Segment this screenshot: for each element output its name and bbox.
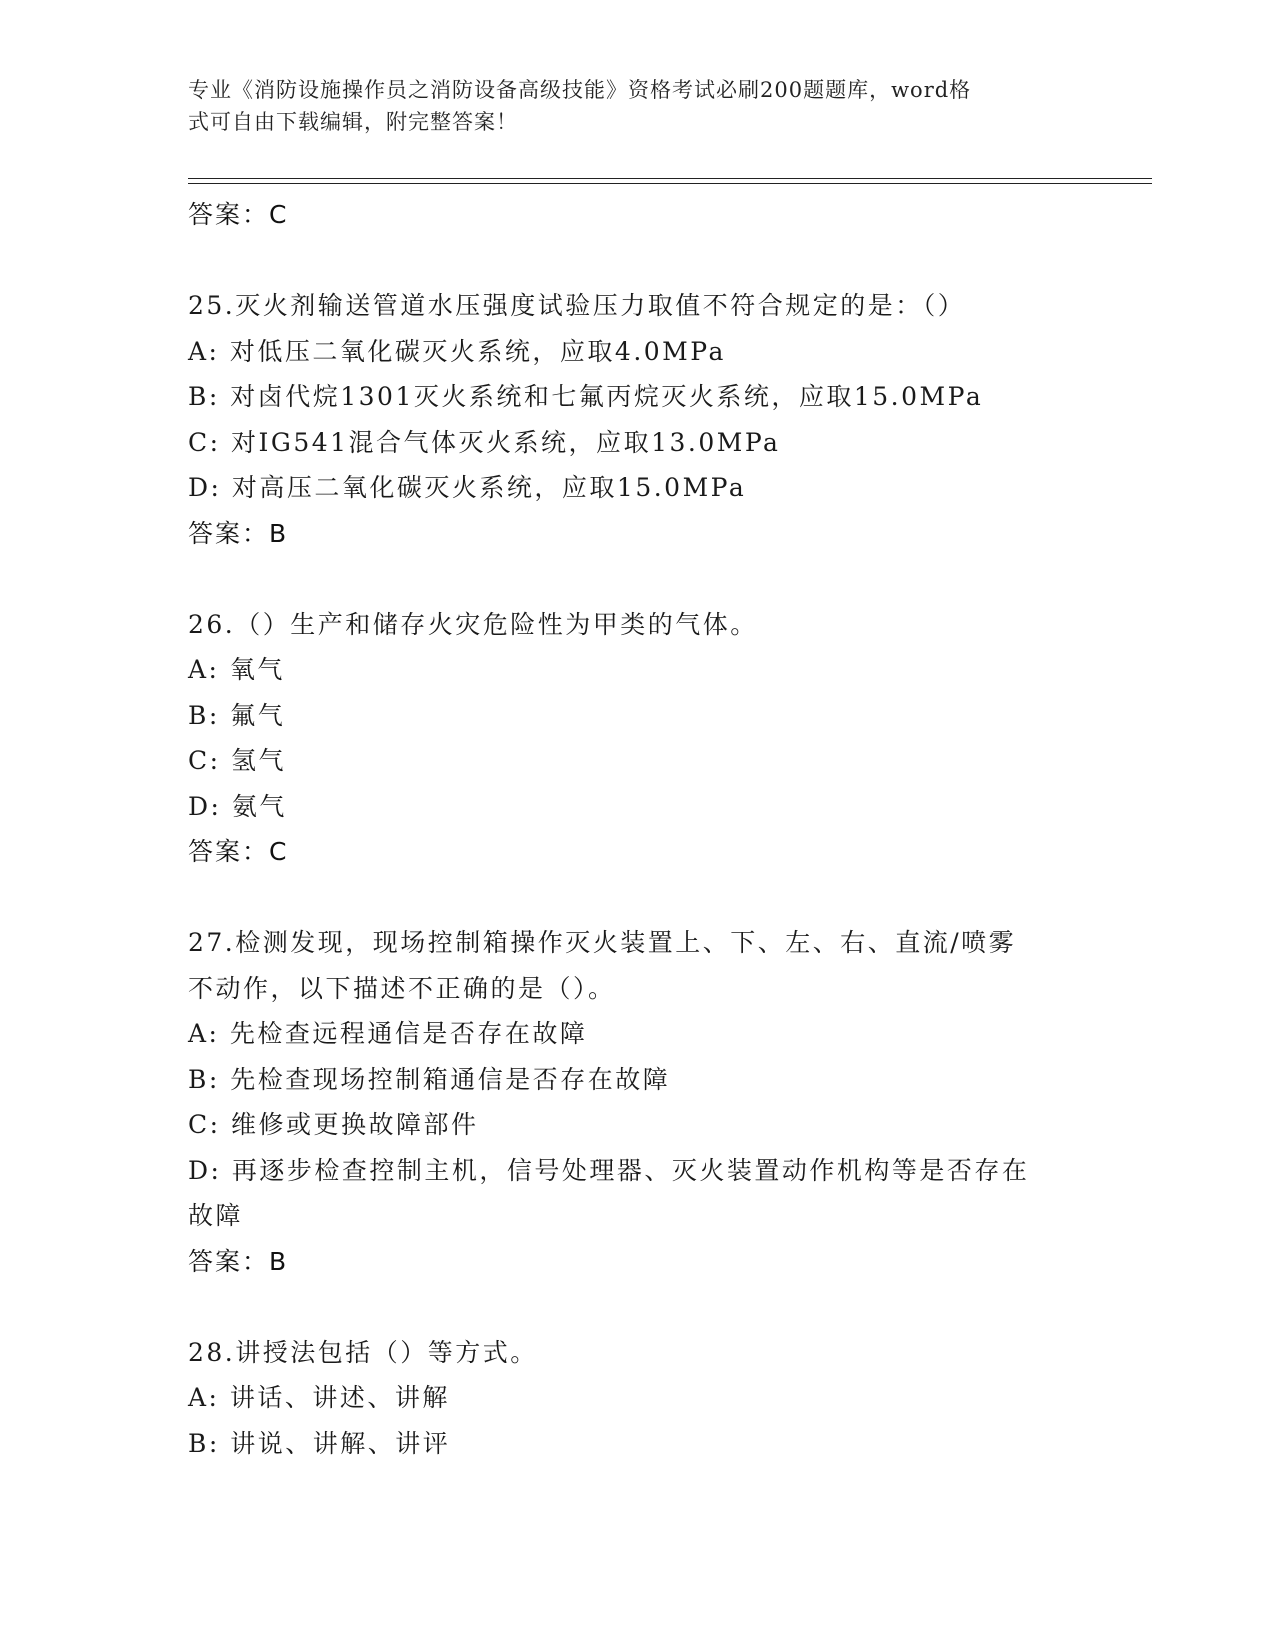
spacer — [188, 875, 1088, 921]
spacer — [188, 1284, 1088, 1330]
question-26 — [188, 602, 1088, 875]
option-d: D: 对高压二氧化碳灭火系统，应取15.0MPa — [188, 473, 747, 502]
option-c: C: 氢气 — [188, 746, 286, 775]
option-b: B: 讲说、讲解、讲评 — [188, 1428, 451, 1458]
question-content — [188, 192, 1088, 1466]
option-d-continuation: 故障 — [188, 1201, 244, 1230]
spacer — [188, 556, 1088, 602]
option-c: C: 对IG541混合气体灭火系统，应取13.0MPa — [188, 427, 781, 457]
option-a: A: 先检查远程通信是否存在故障 — [188, 1019, 588, 1048]
question-stem: 26.（）生产和储存火灾危险性为甲类的气体。 — [188, 609, 758, 639]
option-a: A: 氧气 — [188, 655, 285, 684]
spacer — [188, 238, 1088, 284]
option-b: B: 对卤代烷1301灭火系统和七氟丙烷灭火系统，应取15.0MPa — [188, 382, 984, 411]
question-stem: 28.讲授法包括（）等方式。 — [188, 1337, 538, 1367]
header-line-1: 专业《消防设施操作员之消防设备高级技能》资格考试必刷200题题库，word格 — [188, 78, 972, 102]
answer: 答案：C — [188, 837, 289, 866]
option-d: D: 再逐步检查控制主机，信号处理器、灭火装置动作机构等是否存在 — [188, 1155, 1030, 1185]
option-d: D: 氨气 — [188, 791, 287, 821]
question-stem-line-1: 27.检测发现，现场控制箱操作灭火装置上、下、左、右、直流/喷雾 — [188, 928, 1017, 957]
header-divider-bottom — [188, 183, 1152, 184]
option-a: A: 对低压二氧化碳灭火系统，应取4.0MPa — [188, 336, 726, 366]
question-28 — [188, 1330, 1088, 1467]
answer: 答案：B — [188, 518, 289, 548]
option-b: B: 先检查现场控制箱通信是否存在故障 — [188, 1064, 671, 1094]
question-25 — [188, 283, 1088, 556]
document-header — [188, 74, 1078, 138]
option-b: B: 氟气 — [188, 700, 286, 730]
question-stem: 25.灭火剂输送管道水压强度试验压力取值不符合规定的是：（） — [188, 291, 966, 320]
answer: 答案：B — [188, 1246, 289, 1276]
option-a: A: 讲话、讲述、讲解 — [188, 1383, 450, 1412]
question-stem-line-2: 不动作，以下描述不正确的是（）。 — [188, 973, 616, 1003]
previous-answer: 答案：C — [188, 200, 289, 229]
header-divider-top — [188, 178, 1152, 179]
header-line-2: 式可自由下载编辑，附完整答案！ — [188, 110, 518, 134]
option-c: C: 维修或更换故障部件 — [188, 1110, 479, 1139]
question-27 — [188, 920, 1088, 1284]
